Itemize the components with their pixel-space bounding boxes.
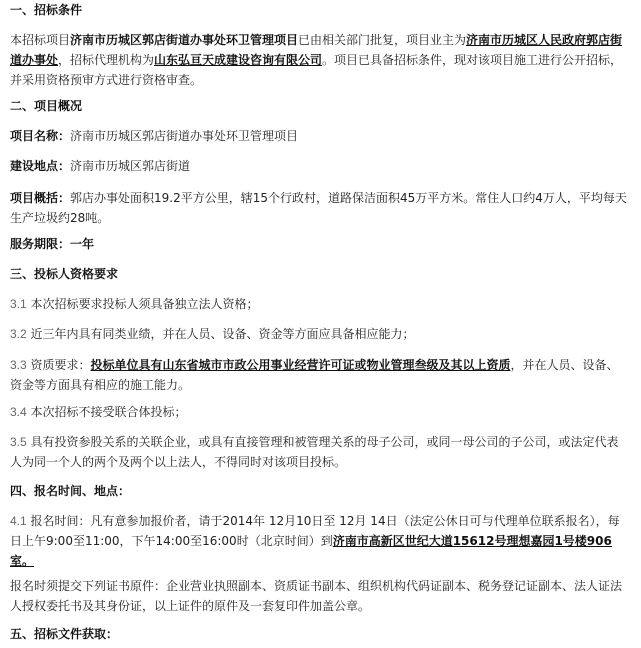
project-name-highlight: 济南市历城区郭店街道办事处环卫管理项目 — [70, 33, 299, 47]
registration-time-text: 报名时间：凡有意参加报价者，请于2014年 12月10日至 12月 14日（法定公休日可与代理单位联系报名），每日上午9:00至11:00，下午14:00至16:00时（北京时间）到 — [10, 514, 620, 548]
project-name-value: 济南市历城区郭店街道办事处环卫管理项目 — [70, 129, 299, 143]
qualification-item-3-3 — [10, 355, 630, 395]
item-number: 4.1 — [10, 514, 27, 528]
service-period-row — [10, 234, 630, 254]
item-number: 3.4 — [10, 405, 27, 419]
section-heading-tender-documents: 五、招标文件获取： — [10, 627, 119, 641]
item-number: 3.5 — [10, 435, 27, 449]
project-overview-label: 项目概括： — [10, 191, 71, 205]
project-owner-highlight: 济南市历城区人民政府郭店街道办事处 — [10, 33, 623, 67]
qualification-requirement-highlight: 投标单位具有山东省城市市政公用事业经营许可证或物业管理叁级及其以上资质 — [90, 358, 511, 372]
item-text: ，并在人员、设备、资金等方面具有相应的施工能力。 — [10, 358, 619, 392]
tender-agent-highlight: 山东弘亘天成建设咨询有限公司 — [154, 53, 323, 67]
project-name-row — [10, 126, 630, 146]
qualification-item-3-5 — [10, 432, 630, 472]
registration-time-paragraph — [10, 511, 630, 571]
project-name-label: 项目名称： — [10, 129, 71, 143]
section-heading-project-overview: 二、项目概况 — [10, 99, 83, 113]
text-fragment: ，招标代理机构为 — [58, 53, 155, 67]
construction-site-row — [10, 156, 630, 176]
construction-site-value: 济南市历城区郭店街道 — [70, 159, 191, 173]
item-text: 本次招标不接受联合体投标； — [30, 405, 187, 419]
section-heading-bidder-qualifications: 三、投标人资格要求 — [10, 267, 119, 281]
qualification-item-3-2 — [10, 324, 630, 344]
service-period-value: 一年 — [70, 237, 95, 251]
text-fragment: 本招标项目 — [10, 33, 71, 47]
item-number: 3.1 — [10, 297, 27, 311]
project-overview-row — [10, 188, 630, 228]
section-heading-tender-conditions: 一、招标条件 — [10, 3, 83, 17]
registration-address-highlight: 济南市高新区世纪大道15612号理想嘉园1号楼906室。 — [10, 534, 612, 568]
text-fragment: 已由相关部门批复，项目业主为 — [298, 33, 467, 47]
item-number: 3.2 — [10, 327, 27, 341]
service-period-label: 服务期限： — [10, 237, 71, 251]
section-heading-registration: 四、报名时间、地点： — [10, 484, 131, 498]
construction-site-label: 建设地点： — [10, 159, 71, 173]
project-overview-value: 郭店办事处面积19.2平方公里，辖15个行政村，道路保洁面积45万平方米。常住人口约4万人，平均每天生产垃圾约28吨。 — [10, 191, 627, 225]
item-number: 3.3 — [10, 358, 27, 372]
tender-conditions-paragraph — [10, 30, 630, 90]
item-text: 近三年内具有同类业绩，并在人员、设备、资金等方面应具备相应能力； — [30, 327, 415, 341]
text-fragment: 。项目已具备招标条件，现对该项目施工进行公开招标，并采用资格预审方式进行资格审查。 — [10, 53, 623, 87]
required-documents-paragraph: 报名时须提交下列证书原件：企业营业执照副本、资质证书副本、组织机构代码证副本、税务登记证副本、法人证法人授权委托书及其身份证，以上证件的原件及一套复印件加盖公章。 — [10, 579, 623, 613]
qualification-item-3-1 — [10, 294, 630, 314]
item-text: 具有投资参股关系的关联企业，或具有直接管理和被管理关系的母子公司，或同一母公司的子公司，或法定代表人为同一个人的两个及两个以上法人，不得同时对该项目投标。 — [10, 435, 619, 469]
qualification-item-3-4 — [10, 402, 630, 422]
item-text: 本次招标要求投标人须具备独立法人资格； — [30, 297, 259, 311]
item-text: 资质要求： — [30, 358, 91, 372]
